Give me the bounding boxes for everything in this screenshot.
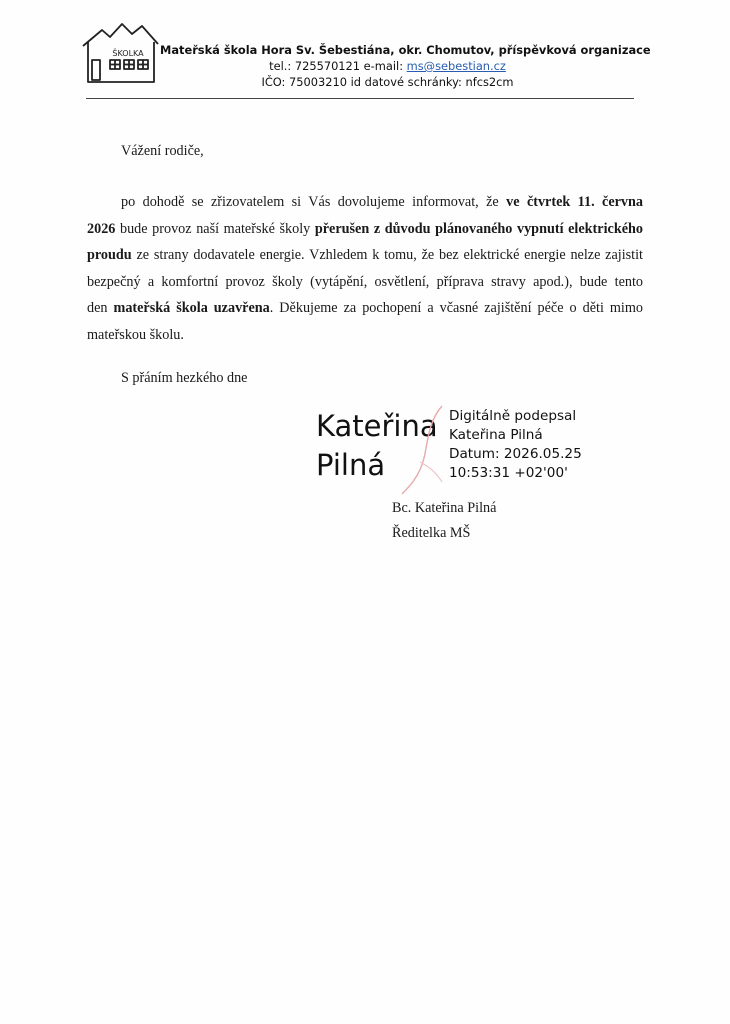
main-paragraph <box>87 189 643 348</box>
closing-line: S přáním hezkého dne <box>121 370 248 386</box>
signatory-name: Bc. Kateřina Pilná <box>392 500 497 516</box>
contact-line <box>160 58 615 74</box>
ico-line: IČO: 75003210 id datové schránky: nfcs2cm <box>261 75 514 89</box>
logo-text: ŠKOLKA <box>112 49 144 58</box>
signatory-role: Ředitelka MŠ <box>392 525 471 541</box>
school-logo <box>80 20 162 86</box>
paragraph-line: den mateřská škola uzavřena. Děkujeme za pochopení a včasné zajištění péče o děti mimo <box>87 300 643 316</box>
signatory-block <box>392 496 496 546</box>
closure-highlight: mateřská škola uzavřena <box>113 300 270 316</box>
paragraph-line: 2026 bude provoz naší mateřské školy přerušen z důvodu plánovaného vypnutí elektrického <box>87 220 643 237</box>
date-highlight: ve čtvrtek 11. června <box>506 194 643 210</box>
paragraph-line: bezpečný a komfortní provoz školy (vytápění, osvětlení, příprava stravy apod.), bude tento <box>87 273 643 290</box>
digital-signature-info: Digitálně podepsal Kateřina Pilná Datum: 2026.05.25 10:53:31 +02'00' <box>449 408 582 481</box>
phone-text: tel.: 725570121 e-mail: <box>269 59 407 73</box>
email-link[interactable]: ms@sebestian.cz <box>406 59 506 73</box>
header-divider <box>86 98 634 99</box>
paragraph-line: mateřskou školu. <box>87 326 184 343</box>
interruption-highlight: přerušen z důvodu plánovaného vypnutí elektrického <box>314 220 643 237</box>
paragraph-line: proudu ze strany dodavatele energie. Vzhledem k tomu, že bez elektrické energie nelze zajistit <box>87 247 643 263</box>
signature-name: Kateřina Pilná <box>316 409 438 482</box>
paragraph-line: po dohodě se zřizovatelem si Vás dovolujeme informovat, že ve čtvrtek 11. června <box>121 194 643 210</box>
salutation: Vážení rodiče, <box>121 143 204 159</box>
organization-name: Mateřská škola Hora Sv. Šebestiána, okr. Chomutov, příspěvková organizace <box>160 43 651 57</box>
letterhead <box>160 42 651 90</box>
